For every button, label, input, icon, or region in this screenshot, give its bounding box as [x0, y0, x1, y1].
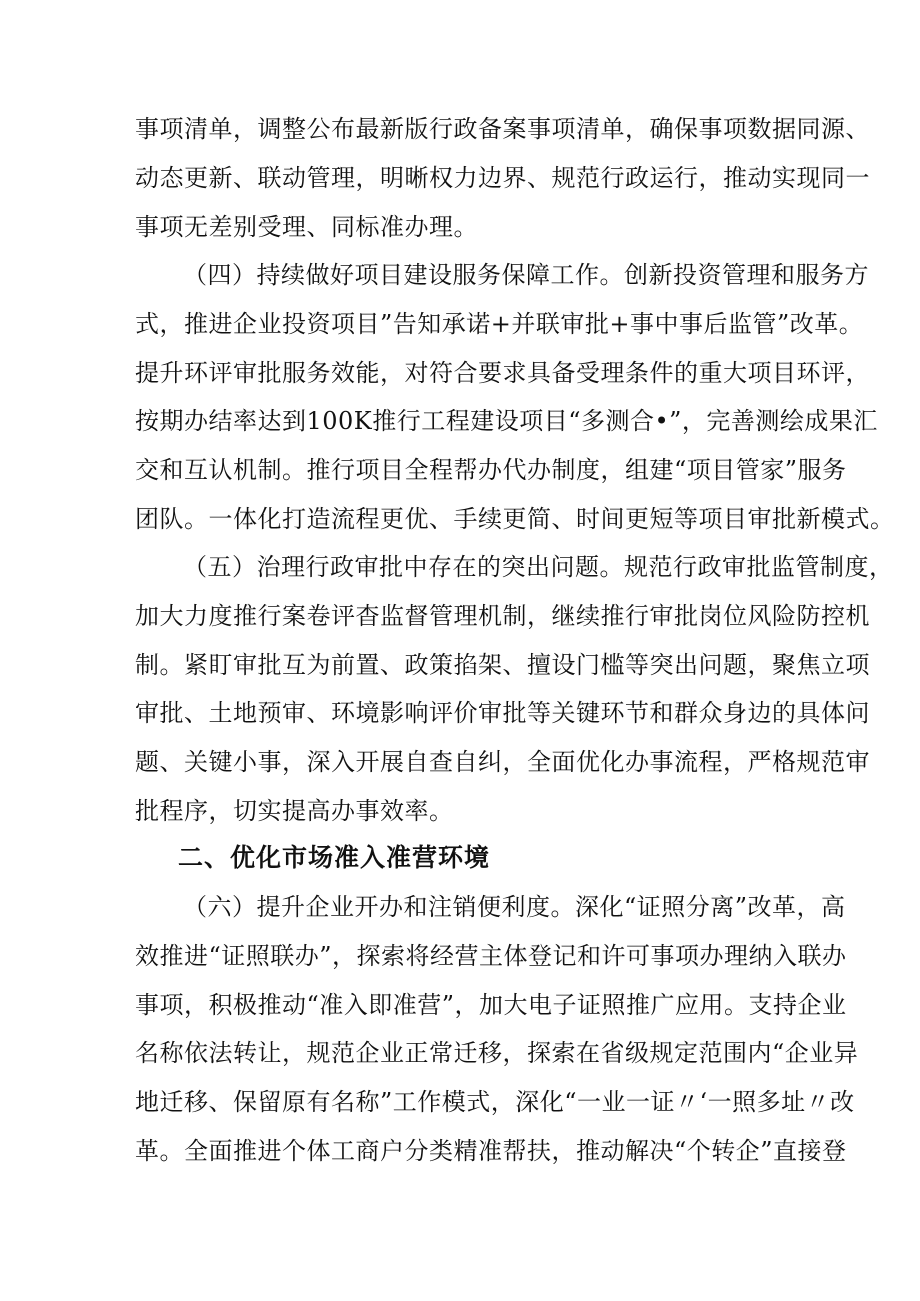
section-five-line-6: 批程序，切实提高办事效率。 [135, 797, 454, 825]
section-five-line-3: 制。紧盯审批互为前置、政策掐架、擅设门槛等突出问题，聚焦立项 [135, 651, 870, 679]
section-four-line-3: 提升环评审批服务效能，对符合要求具备受理条件的重大项目环评， [135, 359, 870, 387]
section-six-line-5: 地迁移、保留原有名称”工作模式，深化“一业一证〃‘一照多址〃改 [135, 1088, 855, 1116]
section-five-line-5: 题、关键小事，深入开展自查自纠，全面优化办事流程，严格规范审 [135, 748, 870, 776]
section-five-line-2: 加大力度推行案卷评杳监督管理机制，继续推行审批岗位风险防控机 [135, 602, 870, 630]
section-heading-two: 二、优化市场准入准营环境 [178, 843, 491, 872]
section-four-line-4: 按期办结率达到100K推行工程建设项目“多测合•”，完善测绘成果汇 [135, 407, 878, 435]
section-four-line-6: 团队。一体化打造流程更优、手续更简、时间更短等项目审批新模式。 [135, 505, 895, 533]
paragraph-line-2: 动态更新、联动管理，明晰权力边界、规范行政运行，推动实现同一 [135, 164, 870, 192]
section-four-line-1: （四）持续做好项目建设服务保障工作。创新投资管理和服务方 [183, 261, 869, 289]
paragraph-line-1: 事项清单，调整公布最新版行政备案事项清单，确保事项数据同源、 [135, 115, 870, 143]
section-five-line-4: 审批、土地预审、环境影响评价审批等关键环节和群众身边的具体问 [135, 699, 870, 727]
section-six-line-1: （六）提升企业开办和注销便利度。深化“证照分离”改革，高 [183, 893, 846, 921]
section-four-line-2: 式，推进企业投资项目”告知承诺+并联审批+事中事后监管”改革。 [135, 310, 864, 338]
section-four-line-5: 交和互认机制。推行项目全程帮办代办制度，组建“项目管家”服务 [135, 456, 847, 484]
section-six-line-3: 事项，积极推动“准入即准营”，加大电子证照推广应用。支持企业 [135, 991, 847, 1019]
paragraph-line-3: 事项无差别受理、同标准办理。 [135, 213, 478, 241]
section-six-line-6: 革。全面推进个体工商户分类精准帮扶，推动解决“个转企”直接登 [135, 1137, 847, 1165]
section-six-line-2: 效推进“证照联办”，探索将经营主体登记和许可事项办理纳入联办 [135, 942, 847, 970]
section-six-line-4: 名称依法转让，规范企业正常迁移，探索在省级规定范围内“企业异 [135, 1039, 859, 1067]
section-five-line-1: （五）治理行政审批中存在的突出问题。规范行政审批监管制度， [183, 553, 894, 581]
